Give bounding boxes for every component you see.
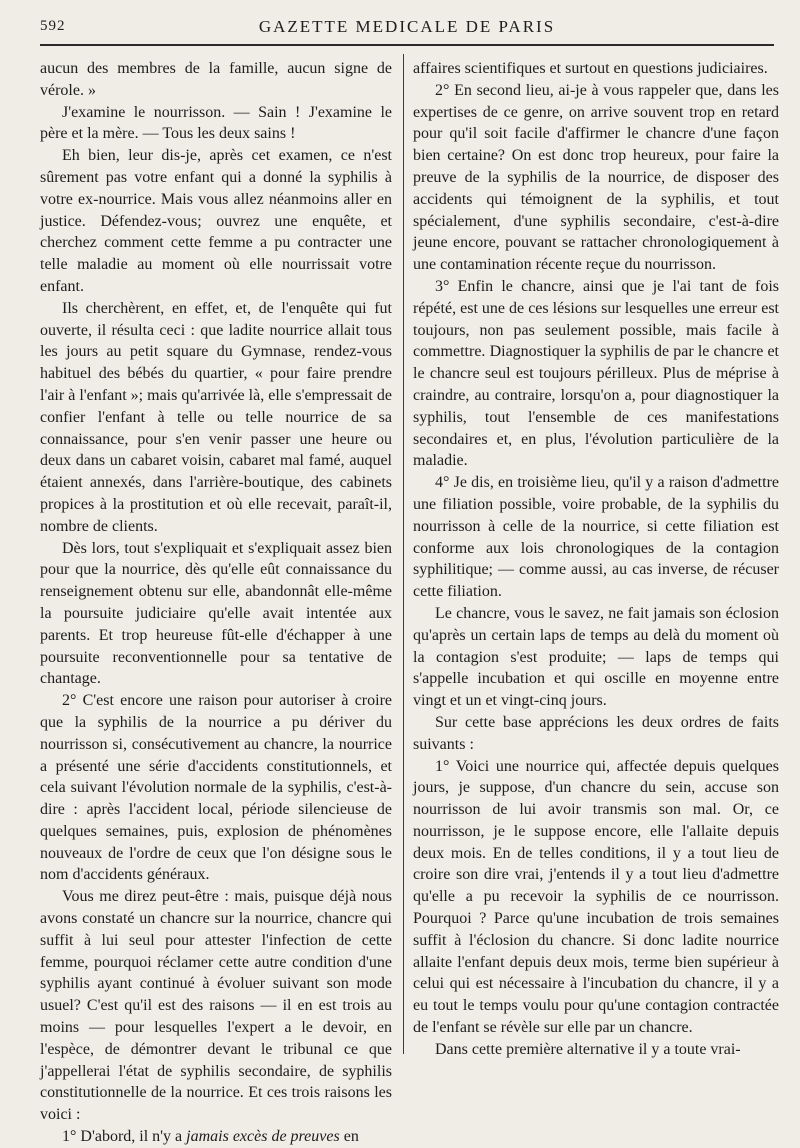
paragraph-text: en [339, 1128, 359, 1146]
continued-paragraph: aucun des membres de la famille, aucun signe de vérole. » [40, 60, 392, 99]
paragraph: Dans cette première alternative il y a toute vrai- [435, 1040, 741, 1058]
page-header [40, 12, 774, 46]
paragraph: 2° C'est encore une raison pour autoriser à croire que la syphilis de la nourrice a pu dériver du nourrisson si, consécutivement au chancre, la nourrice a présenté une série d'accidents constitutionnels, et cela suivant l'évolution normale de la syphilis, c'est-à-dire : après l'accident local, période silencieuse de quelques semaines, puis, explosion de phénomènes nouveaux de l'ordre de ceux que l'on désigne sous le nom d'accidents généraux. [40, 692, 392, 884]
paragraph: Vous me direz peut-être : mais, puisque déjà nous avons constaté un chancre sur la nourrice, chancre qui suffit à lui seul pour attester l'infection de cette femme, pourquoi réclamer cette autre condition d'une syphilis ayant continué à évoluer suivant son mode usuel? C'est qu'il est des raisons — il en est trois au moins — pour lesquelles l'expert a le devoir, en l'espèce, de démontrer devant le tribunal ce que j'appellerai l'état de syphilis secondaire, de syphilis constitutionnelle de la nourrice. Et ces trois raisons les voici : [40, 888, 392, 1124]
paragraph: 4° Je dis, en troisième lieu, qu'il y a raison d'admettre une filiation possible, voire probable, de la syphilis du nourrisson à celle de la nourrice, si cette filiation est conforme aux lois chronologiques de la contagion syphilitique; — comme aussi, au cas inverse, de récuser cette filiation. [413, 474, 779, 601]
paragraph: Sur cette base apprécions les deux ordres de faits suivants : [413, 713, 779, 753]
right-column [413, 58, 779, 1058]
italic-phrase: jamais excès de preuves [186, 1128, 340, 1146]
left-column [40, 58, 392, 1146]
column-divider [403, 54, 404, 1054]
paragraph [40, 1126, 392, 1148]
paragraph: 2° En second lieu, ai-je à vous rappeler que, dans les expertises de ce genre, on arrive souvent trop en retard pour qu'il soit facile d'affirmer le chancre d'une façon bien certaine? On est donc trop heureux, pour faire la preuve de la syphilis de la nourrice, de disposer des accidents qui témoignent de la syphilis, et tout spécialement, d'une syphilis secondaire, c'est-à-dire jeune encore, pouvant se rattacher chronologiquement à une contamination récente reçue du nourrisson. [413, 81, 779, 274]
paragraph: Dès lors, tout s'expliquait et s'expliquait assez bien pour que la nourrice, dès qu'elle eût connaissance du renseignement obtenu sur elle, abandonnât elle-même la poursuite judiciaire qu'elle avait intentée aux parents. Et trop heureuse fût-elle d'échapper à une poursuite reconventionnelle pour sa tentative de chantage. [40, 539, 392, 688]
paragraph: Le chancre, vous le savez, ne fait jamais son éclosion qu'après un certain laps de temps au delà du moment où la contagion s'est produite; — laps de temps qui s'appelle incubation et qui oscille en moyenne entre vingt et un et vingt-cinq jours. [413, 604, 779, 710]
running-title: GAZETTE MEDICALE DE PARIS [258, 17, 556, 36]
paragraph: 1° Voici une nourrice qui, affectée depuis quelques jours, je suppose, d'un chancre du sein, accuse son nourrisson de lui avoir transmis son mal. Or, ce nourrisson, je le suppose encore, elle l'allaite depuis deux mois. En de telles conditions, il y a tout lieu de croire son dire vrai, j'entends il y a tout lieu d'admettre qu'elle a pu recevoir la syphilis de ce nourrisson. Pourquoi ? Parce qu'une incubation de trois semaines suffit à l'éclosion du chancre. Si donc ladite nourrice allaite l'enfant depuis deux mois, terme bien supérieur à celui qui est nécessaire à l'incubation du chancre, il y a eu tout le temps voulu pour qu'une contagion contractée de l'enfant se révèle sur elle par un chancre. [413, 757, 779, 1037]
paragraph: J'examine le nourrisson. — Sain ! J'examine le père et la mère. — Tous les deux sains ! [40, 103, 392, 143]
paragraph: Eh bien, leur dis-je, après cet examen, ce n'est sûrement pas votre enfant qui a donné la syphilis à votre ex-nourrice. Mais vous allez néanmoins aller en justice. Défendez-vous; ouvrez une enquête, et cherchez comment cette femme a pu contracter une telle maladie au moment où elle nourrissait votre enfant. [40, 147, 392, 295]
continued-paragraph: affaires scientifiques et surtout en questions judiciaires. [413, 60, 768, 77]
page-number: 592 [40, 18, 66, 34]
paragraph: 3° Enfin le chancre, ainsi que je l'ai tant de fois répété, est une de ces lésions sur lesquelles une erreur est toujours, non pas seulement possible, mais facile à commettre. Diagnostiquer la syphilis de par le chancre et le chancre seul est toujours périlleux. Plus de méprise à craindre, au contraire, lorsqu'on a, pour diagnostiquer la syphilis, tout l'ensemble de ces manifestations secondaires et, en plus, l'évolution particulière de la maladie. [413, 277, 779, 470]
paragraph: Ils cherchèrent, en effet, et, de l'enquête qui fut ouverte, il résulta ceci : que ladite nourrice allait tous les jours au petit square du Gymnase, rendez-vous habituel des bébés du quartier, « pour faire prendre l'air à l'enfant »; mais qu'arrivée là, elle s'empressait de confier l'enfant à telle ou telle nourrice de sa connaissance, pour s'en venir passer une heure ou deux dans un cabaret voisin, cabaret mal famé, auquel étaient annexés, dans l'arrière-boutique, des cabinets propices à la prostitution et où elle recevait, paraît-il, nombre de clients. [40, 299, 392, 535]
paragraph-text: 1° D'abord, il n'y a [62, 1128, 187, 1146]
